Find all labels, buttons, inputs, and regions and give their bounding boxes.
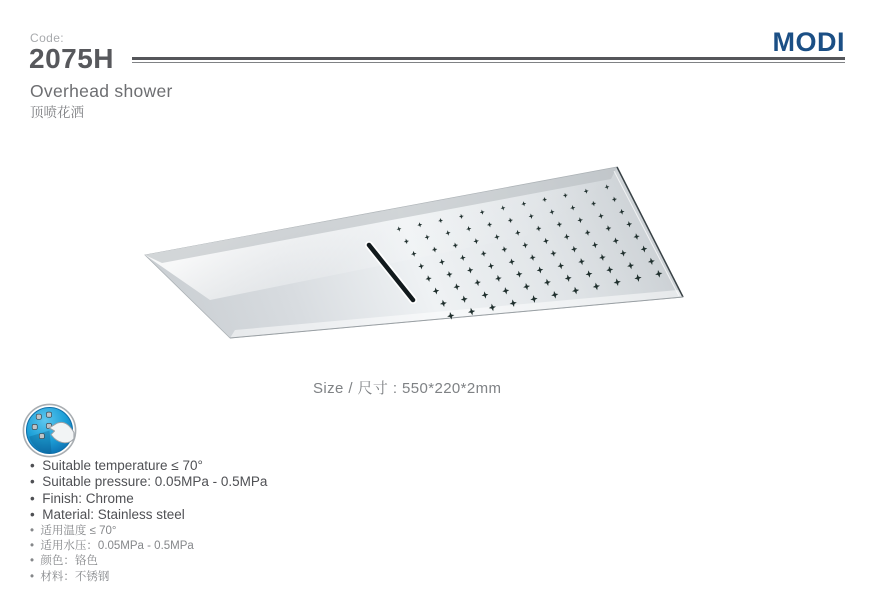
product-name-zh: 顶喷花洒 (30, 105, 84, 120)
feature-item: • Suitable temperature ≤ 70° (30, 458, 267, 474)
features-en-list (30, 458, 267, 524)
size-label: Size / 尺寸 : 550*220*2mm (313, 380, 502, 397)
feature-item: • 颜色：铬色 (30, 554, 194, 569)
easy-clean-nozzle-icon (22, 403, 77, 458)
feature-item: • 适用温度 ≤ 70° (30, 524, 194, 539)
code-label: Code: (30, 31, 65, 45)
feature-item: • Suitable pressure: 0.05MPa - 0.5MPa (30, 474, 267, 490)
features-zh-list (30, 524, 194, 585)
product-name-en: Overhead shower (30, 81, 173, 101)
feature-item: • 材料：不锈钢 (30, 570, 194, 585)
feature-item: • Finish: Chrome (30, 491, 267, 507)
brand-logo: MODI (772, 27, 845, 57)
feature-item: • 适用水压：0.05MPa - 0.5MPa (30, 539, 194, 554)
feature-item: • Material: Stainless steel (30, 507, 267, 523)
product-code: 2075H (29, 43, 115, 74)
